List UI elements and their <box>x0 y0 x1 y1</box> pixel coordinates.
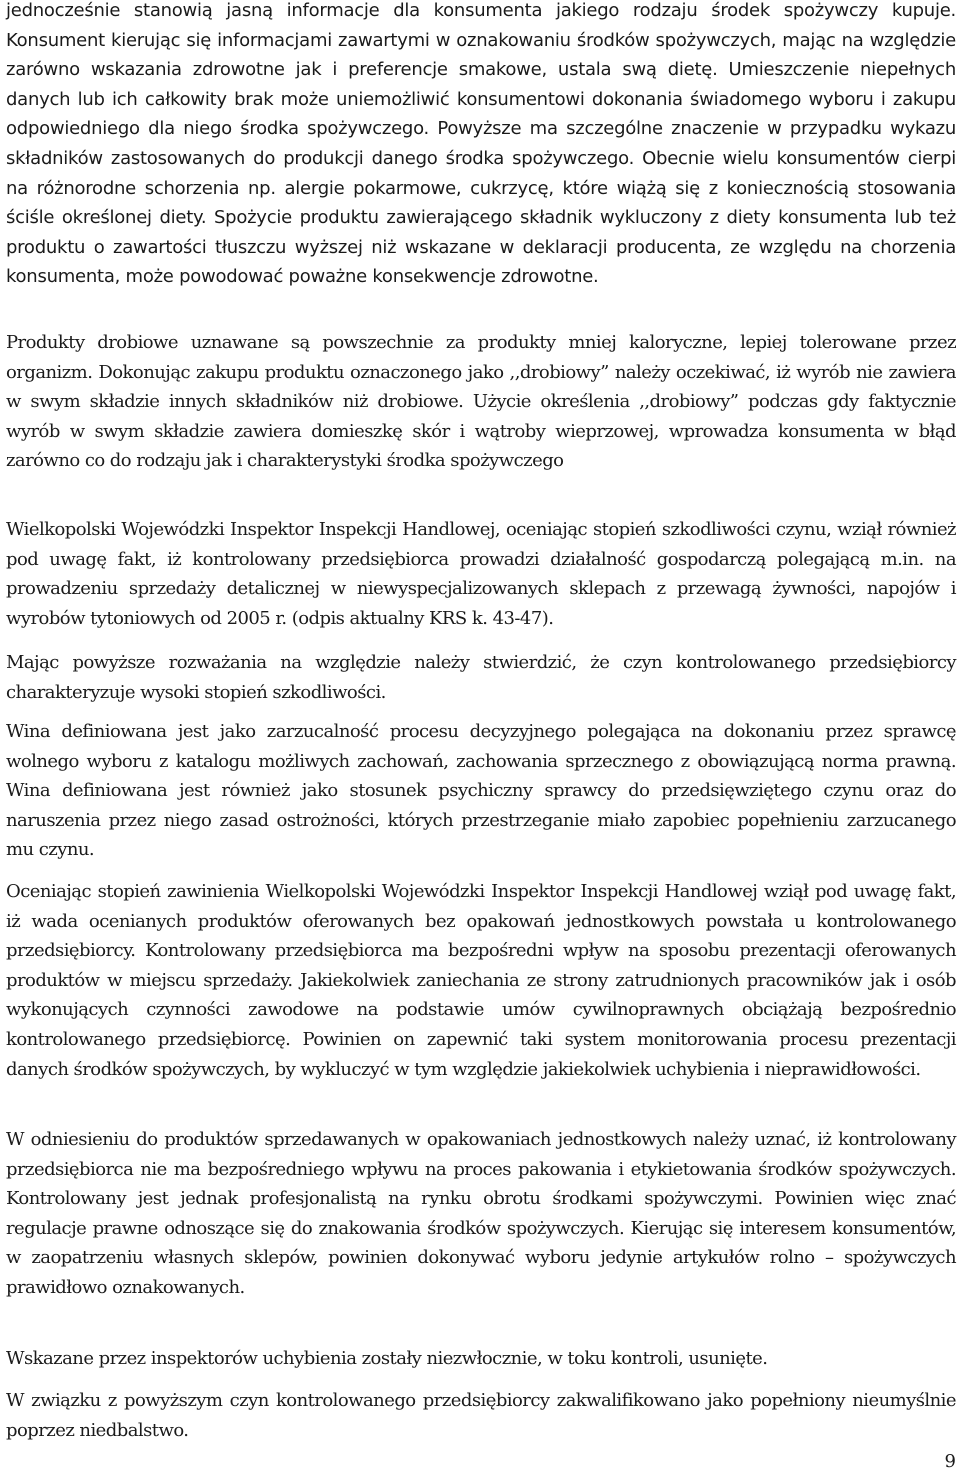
paragraph-irregularities-removed: Wskazane przez inspektorów uchybienia zostały niezwłocznie, w toku kontroli, usunięte. <box>6 1348 768 1369</box>
paragraph-packaged-products: W odniesieniu do produktów sprzedawanych w opakowaniach jednostkowych należy uznać, iż kontrolowany przedsiębiorca nie ma bezpośredniego wpływu na proces pakowania i etykietowania środków spożywczych. Kontrolowany jest jednak profesjonalistą na rynku obrotu środkami spożywczymi. Powinien więc znać regulacje prawne odnoszące się do znakowania środków spożywczych. Kierując się interesem konsumentów, w zaopatrzeniu własnych sklepów, powinien dokonywać wyboru jedynie artykułów rolno – spożywczych prawidłowo oznakowanych. <box>6 1129 956 1298</box>
paragraph-consumer-information: jednocześnie stanowią jasną informacje dla konsumenta jakiego rodzaju środek spożywczy kupuje. Konsument kierując się informacjami zawartymi w oznakowaniu środków spożywczych, mając na względzie zarówno wskazania zdrowotne jak i preferencje smakowe, ustala swą dietę. Umieszczenie niepełnych danych lub ich całkowity brak może uniemożliwić konsumentowi dokonania świadomego wyboru i zakupu odpowiedniego dla niego środka spożywczego. Powyższe ma szczególne znaczenie w przypadku wykazu składników zastosowanych do produkcji danego środka spożywczego. Obecnie wielu konsumentów cierpi na różnorodne schorzenia np. alergie pokarmowe, cukrzycę, które wiążą się z koniecznością stosowania ściśle określonej diety. Spożycie produktu zawierającego składnik wykluczony z diety konsumenta lub też produktu o zawartości tłuszczu wyższej niż wskazane w deklaracji producenta, ze względu na chorzenia konsumenta, może powodować poważne konsekwencje zdrowotne. <box>6 0 956 288</box>
page-number: 9 <box>944 1451 956 1472</box>
paragraph-high-harm-conclusion: Mając powyższe rozważania na względzie należy stwierdzić, że czyn kontrolowanego przedsiębiorcy charakteryzuje wysoki stopień szkodliwości. <box>6 652 956 703</box>
paragraph-guilt-assessment: Oceniając stopień zawinienia Wielkopolski Wojewódzki Inspektor Inspekcji Handlowej wziął pod uwagę fakt, iż wada ocenianych produktów oferowanych bez opakowań jednostkowych powstała u kontrolowanego przedsiębiorcy. Kontrolowany przedsiębiorca ma bezpośredni wpływ na sposobu prezentacji oferowanych produktów w miejscu sprzedaży. Jakiekolwiek zaniechania ze strony zatrudnionych pracowników jak i osób wykonujących czynności zawodowe na podstawie umów cywilnoprawnych obciążają bezpośrednio kontrolowanego przedsiębiorcę. Powinien on zapewnić taki system monitorowania procesu prezentacji danych środków spożywczych, by wykluczyć w tym względzie jakiekolwiek uchybienia i nieprawidłowości. <box>6 881 956 1080</box>
paragraph-negligence-qualification: W związku z powyższym czyn kontrolowanego przedsiębiorcy zakwalifikowano jako popełniony nieumyślnie poprzez niedbalstwo. <box>6 1390 956 1441</box>
paragraph-harm-assessment: Wielkopolski Wojewódzki Inspektor Inspekcji Handlowej, oceniając stopień szkodliwości czynu, wziął również pod uwagę fakt, iż kontrolowany przedsiębiorca prowadzi działalność gospodarczą polegającą m.in. na prowadzeniu sprzedaży detalicznej w niewyspecjalizowanych sklepach z przewagą żywności, napojów i wyrobów tytoniowych od 2005 r. (odpis aktualny KRS k. 43-47). <box>6 519 956 629</box>
paragraph-poultry-products: Produkty drobiowe uznawane są powszechnie za produkty mniej kaloryczne, lepiej tolerowane przez organizm. Dokonując zakupu produktu oznaczonego jako ,,drobiowy” należy oczekiwać, iż wyrób nie zawiera w swym składzie innych składników niż drobiowe. Użycie określenia ,,drobiowy” podczas gdy faktycznie wyrób w swym składzie zawiera domieszkę skór i wątroby wieprzowej, wprowadza konsumenta w błąd zarówno co do rodzaju jak i charakterystyki środka spożywczego <box>6 332 956 472</box>
paragraph-guilt-definition: Wina definiowana jest jako zarzucalność procesu decyzyjnego polegająca na dokonaniu przez sprawcę wolnego wyboru z katalogu możliwych zachowań, zachowania sprzecznego z obowiązującą norma prawną. Wina definiowana jest również jako stosunek psychiczny sprawcy do przedsięwziętego czynu oraz do naruszenia przez niego zasad ostrożności, których przestrzeganie miało zapobiec popełnieniu zarzucanego mu czynu. <box>6 721 956 861</box>
